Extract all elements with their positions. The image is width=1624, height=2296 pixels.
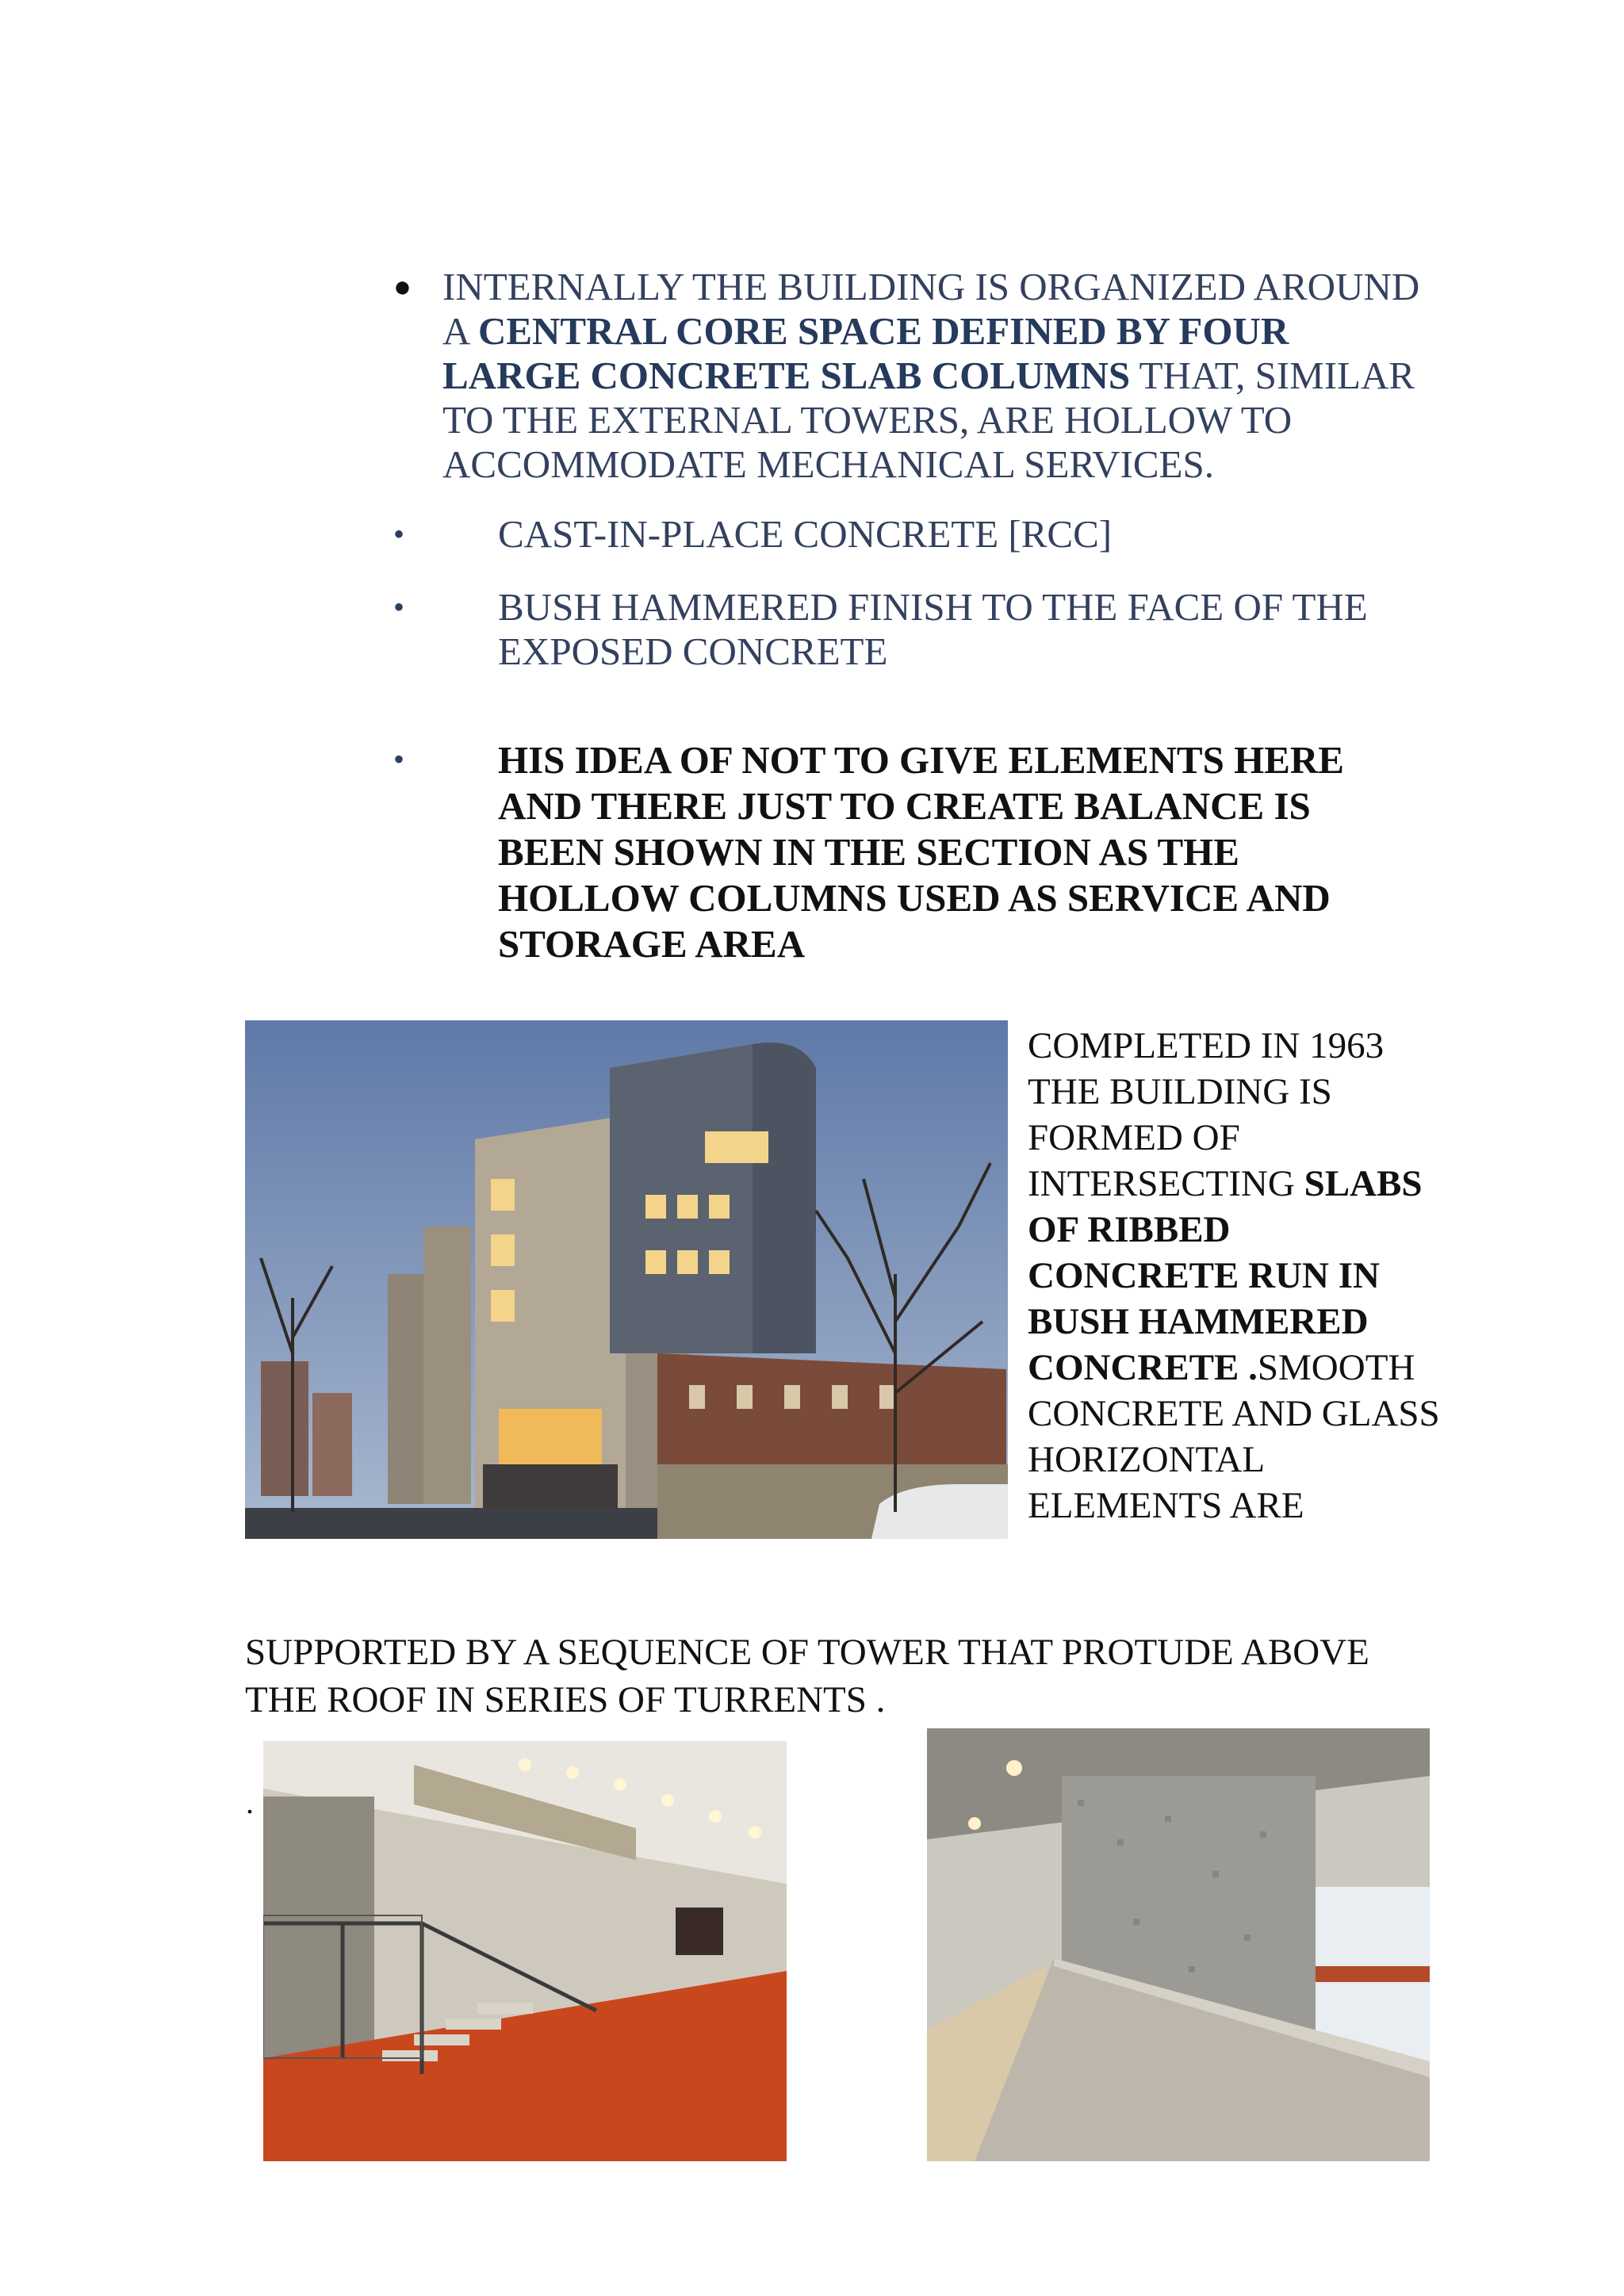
description-part2: SMOOTH CONCRETE AND GLASS HORIZONTAL ELEMENTS ARE bbox=[1028, 1347, 1440, 1526]
building-exterior-illustration bbox=[245, 1020, 1008, 1539]
towers-support-text: SUPPORTED BY A SEQUENCE OF TOWER THAT PROTUDE ABOVE THE ROOF IN SERIES OF TURRENTS . bbox=[245, 1632, 1369, 1720]
bullet-item-cast-in-place bbox=[393, 512, 1424, 557]
building-description-text bbox=[1028, 1023, 1440, 1529]
bullet-text: CAST-IN-PLACE CONCRETE [RCC] bbox=[498, 512, 1113, 556]
bullet-dot-icon: • bbox=[393, 741, 405, 777]
bullet-item-balance-idea bbox=[393, 737, 1424, 967]
bullet-text bbox=[442, 265, 1424, 487]
bullet-text-part1: INTERNALLY THE BUILDING IS ORGANIZED AROUND A bbox=[442, 265, 1420, 353]
bullet-item-bush-hammered bbox=[393, 585, 1424, 674]
interior-lobby-photo bbox=[263, 1741, 787, 2161]
interior-column-photo bbox=[927, 1728, 1430, 2161]
bullet-dot-icon: • bbox=[393, 516, 405, 552]
bullet-item-core-space bbox=[393, 265, 1424, 487]
bullet-text-bold: CENTRAL CORE SPACE DEFINED BY FOUR LARGE CONCRETE SLAB COLUMNS bbox=[442, 309, 1289, 397]
interior-lobby-illustration bbox=[263, 1741, 787, 2161]
bullet-text: BUSH HAMMERED FINISH TO THE FACE OF THE EXPOSED CONCRETE bbox=[498, 585, 1368, 673]
building-exterior-photo bbox=[245, 1020, 1008, 1539]
description-bold: SLABS OF RIBBED CONCRETE RUN IN BUSH HAMMERED CONCRETE . bbox=[1028, 1163, 1423, 1388]
description-part1: COMPLETED IN 1963 THE BUILDING IS FORMED OF INTERSECTING bbox=[1028, 1025, 1385, 1204]
bullet-text: HIS IDEA OF NOT TO GIVE ELEMENTS HERE AND THERE JUST TO CREATE BALANCE IS BEEN SHOWN IN THE SECTION AS THE HOLLOW COLUMNS USED AS SERVICE AND STORAGE AREA bbox=[498, 738, 1344, 966]
bullet-text-part2: THAT, SIMILAR TO THE EXTERNAL TOWERS, ARE HOLLOW TO ACCOMMODATE MECHANICAL SERVICES. bbox=[442, 354, 1415, 486]
bullet-dot-icon: • bbox=[393, 589, 405, 625]
interior-column-illustration bbox=[927, 1728, 1430, 2161]
bullet-dot-icon: ● bbox=[393, 270, 412, 304]
dot-mark: . bbox=[246, 1785, 254, 1820]
